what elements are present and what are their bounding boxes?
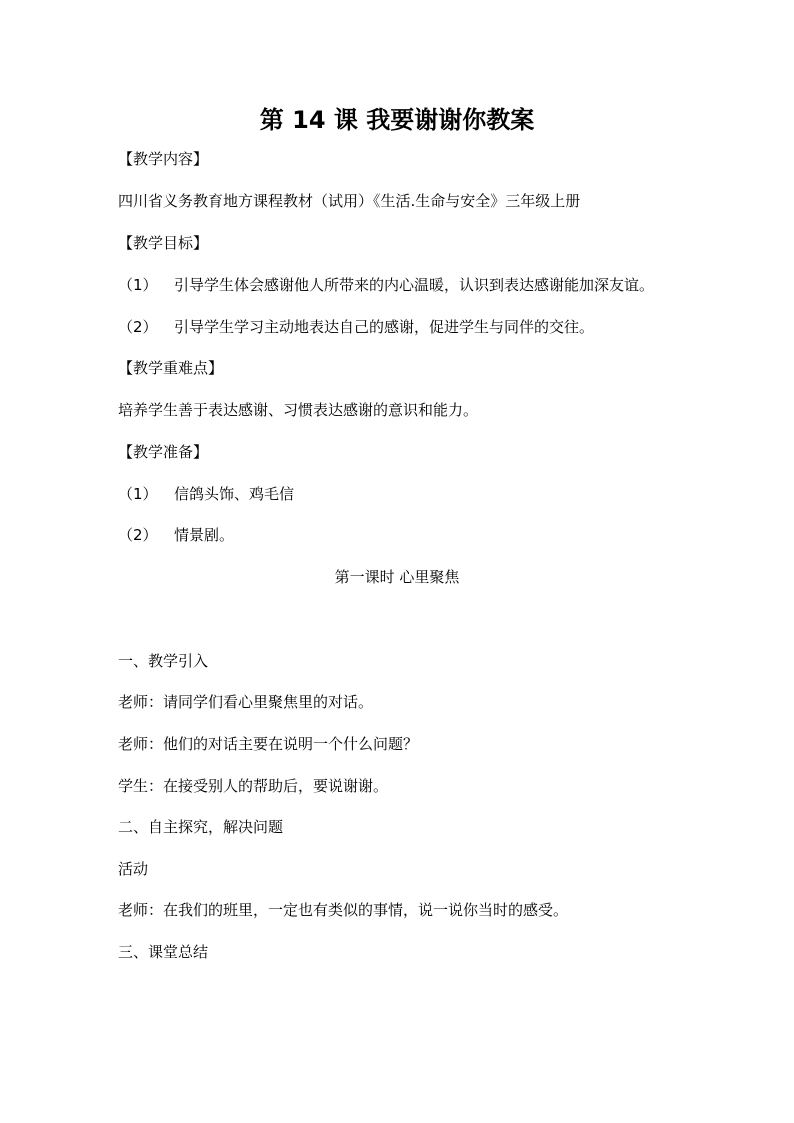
part2-heading: 二、自主探究，解决问题 [118, 818, 284, 836]
prep-text-1: 信鸽头饰、鸡毛信 [174, 485, 295, 503]
dialog-line-4: 老师：在我们的班里，一定也有类似的事情，说一说你当时的感受。 [118, 901, 569, 919]
activity-label: 活动 [118, 860, 149, 878]
prep-item-2 [118, 525, 234, 545]
part3-heading: 三、课堂总结 [118, 943, 209, 961]
key-text: 培养学生善于表达感谢、习惯表达感谢的意识和能力。 [118, 401, 479, 419]
goals-heading: 【教学目标】 [118, 234, 209, 252]
dialog-line-2: 老师：他们的对话主要在说明一个什么问题？ [118, 735, 419, 753]
goal-number-2: （2） [118, 318, 158, 336]
prep-number-1: （1） [118, 485, 158, 503]
part1-heading: 一、教学引入 [118, 652, 209, 670]
content-text: 四川省义务教育地方课程教材（试用）《生活.生命与安全》三年级上册 [118, 192, 581, 210]
goal-text-1: 引导学生体会感谢他人所带来的内心温暖，认识到表达感谢能加深友谊。 [174, 276, 655, 294]
lesson-heading: 第一课时 心里聚焦 [334, 568, 460, 586]
goal-number-1: （1） [118, 276, 158, 294]
dialog-line-1: 老师：请同学们看心里聚焦里的对话。 [118, 693, 374, 711]
prep-number-2: （2） [118, 526, 158, 544]
key-heading: 【教学重难点】 [118, 359, 224, 377]
goal-item-2 [118, 317, 594, 337]
dialog-line-3: 学生：在接受别人的帮助后，要说谢谢。 [118, 777, 389, 795]
content-heading: 【教学内容】 [118, 150, 209, 168]
goal-text-2: 引导学生学习主动地表达自己的感谢，促进学生与同伴的交往。 [174, 318, 595, 336]
prep-heading: 【教学准备】 [118, 443, 209, 461]
prep-item-1 [118, 484, 294, 504]
goal-item-1 [118, 275, 654, 295]
prep-text-2: 情景剧。 [174, 526, 235, 544]
document-title: 第 14 课 我要谢谢你教案 [259, 106, 535, 134]
